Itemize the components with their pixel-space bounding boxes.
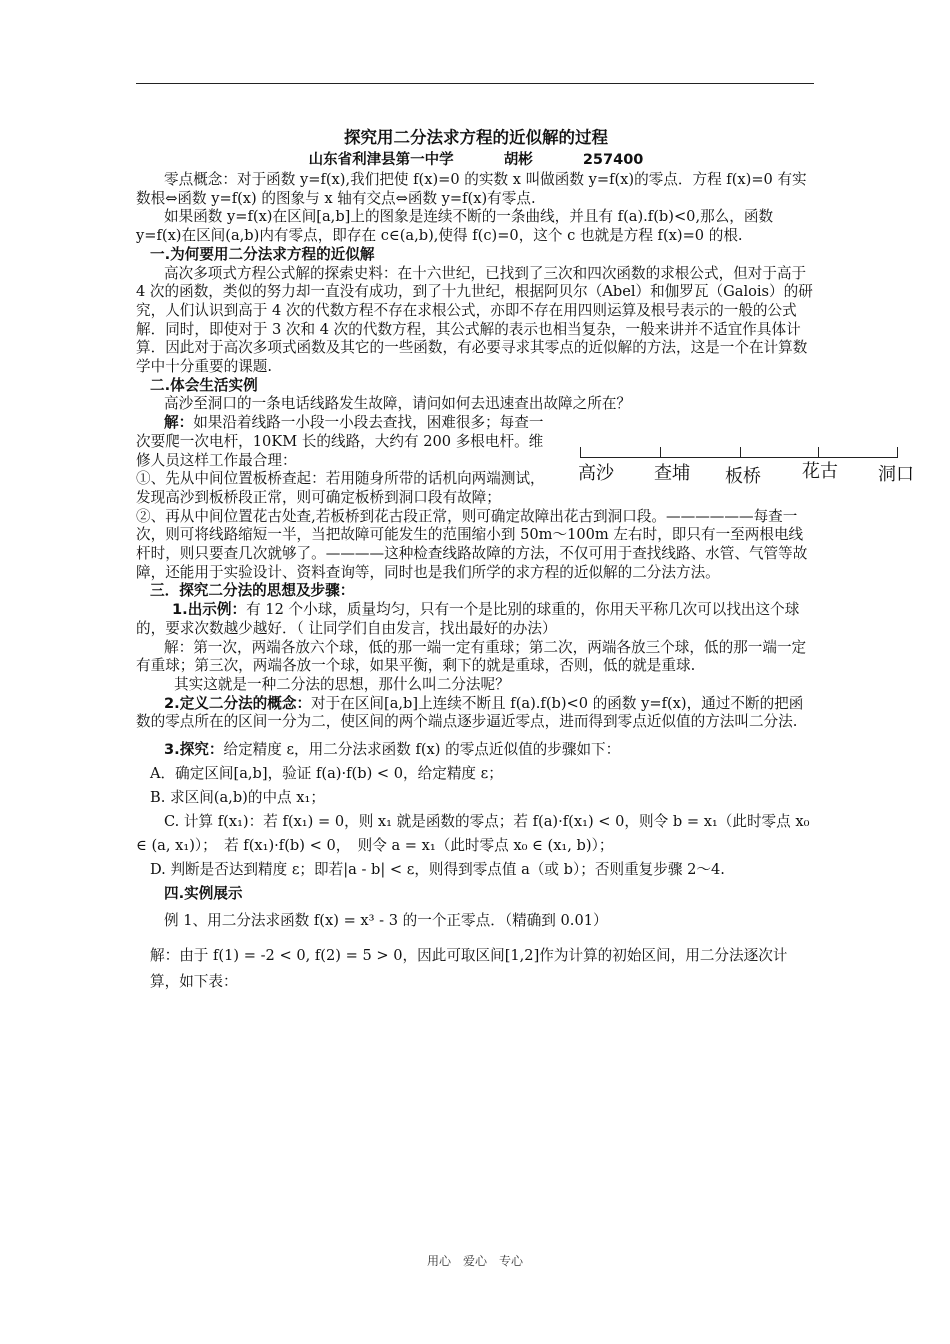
author-name: 胡彬 — [503, 152, 533, 168]
intro-paragraph-1: 零点概念：对于函数 y=f(x),我们把使 f(x)=0 的实数 x 叫做函数 y=f(x)的零点．方程 f(x)=0 有实数根⇔函数 y=f(x) 的图象与 x 轴有交点⇔函数 y=f(x)有零点. — [136, 171, 807, 207]
intro-paragraph-2: 如果函数 y=f(x)在区间[a,b]上的图象是连续不断的一条曲线，并且有 f(a).f(b)<0,那么，函数 y=f(x)在区间(a,b)内有零点，即存在 c∈(a,b),使得 f(c)=0，这个 c 也就是方程 f(x)=0 的根. — [136, 208, 774, 245]
section-2-answer-2: ①、先从中间位置板桥查起：若用随身所带的话机向两端测试，发现高沙到板桥段正常，则可确定板桥到洞口段有故障； — [136, 470, 545, 506]
definition-paragraph — [136, 695, 816, 732]
example-1-solution: 解：由于 f(1) = -2 < 0, f(2) = 5 > 0，因此可取区间[1,2]作为计算的初始区间，用二分法逐次计算，如下表： — [150, 946, 788, 990]
section-1-text: 高次多项式方程公式解的探索史料：在十六世纪，已找到了三次和四次函数的求根公式，但对于高于 4 次的函数，类似的努力却一直没有成功，到了十九世纪，根据阿贝尔（Abel）和伽罗瓦（Galois）的研究，人们认识到高于 4 次的代数方程不存在求根公式，亦即不存在用四则运算及根号表示的一般的公式解．同时，即使对于 3 次和 4 次的代数方程，其公式解的表示也相当复杂，一般来讲并不适宜作具体计算．因此对于高次多项式函数及其它的一些函数，有必要寻求其零点的近似解的方法，这是一个在计算数学中十分重要的课题. — [136, 264, 813, 376]
step-c: C. 计算 f(x₁)：若 f(x₁) = 0，则 x₁ 就是函数的零点；若 f(a)·f(x₁) < 0，则令 b = x₁（此时零点 x₀ ∈ (a, x₁)）； 若 f(x₁)·f(b) < 0， 则令 a = x₁（此时零点 x₀ ∈ (x₁, b)）； — [136, 813, 810, 855]
line-tick — [818, 447, 819, 457]
place-label: 板桥 — [725, 466, 761, 487]
answer-text: 如果沿着线路一小段一小段去查找，困难很多；每查一次要爬一次电杆，10KM 长的线路，大约有 200 多根电杆。维修人员这样工作最合理： — [136, 414, 544, 469]
author-school: 山东省利津县第一中学 — [308, 152, 454, 168]
example-label: 1.出示例： — [172, 601, 247, 619]
phone-line — [580, 457, 898, 458]
explore-label: 3.探究： — [164, 741, 224, 759]
document-body — [136, 126, 816, 995]
page-footer: 用心 爱心 专心 — [426, 1254, 523, 1268]
explore-text: 给定精度 ε，用二分法求函数 f(x) 的零点近似值的步骤如下： — [223, 741, 621, 759]
example-1: 例 1、用二分法求函数 f(x) = x³ - 3 的一个正零点．（精确到 0.01） — [164, 912, 608, 930]
section-heading-4: 四.实例展示 — [164, 885, 243, 903]
place-label: 高沙 — [578, 463, 614, 484]
header-rule — [136, 83, 814, 84]
example-paragraph — [136, 601, 816, 638]
answer-label: 解： — [164, 414, 194, 432]
document-title: 探究用二分法求方程的近似解的过程 — [344, 128, 608, 147]
step-d: D. 判断是否达到精度 ε；即若|a - b| < ε，则得到零点值 a（或 b）；否则重复步骤 2～4. — [150, 861, 725, 879]
example-solution: 解：第一次，两端各放六个球，低的那一端一定有重球；第二次，两端各放三个球，低的那一端一定有重球；第三次，两端各放一个球，如果平衡，剩下的就是重球，否则，低的就是重球. — [136, 638, 807, 675]
place-label: 花古 — [802, 461, 838, 482]
example-tail: 其实这就是一种二分法的思想，那什么叫二分法呢？ — [174, 675, 510, 693]
place-label: 洞口 — [878, 464, 914, 485]
line-tick — [897, 447, 898, 457]
line-tick — [740, 447, 741, 457]
author-zip: 257400 — [582, 152, 644, 168]
phone-line-diagram — [578, 447, 923, 487]
step-a: A．确定区间[a,b]，验证 f(a)·f(b) < 0，给定精度 ε； — [150, 765, 503, 783]
definition-label: 2.定义二分法的概念： — [164, 694, 312, 712]
section-2-answer-3: ②、再从中间位置花古处查,若板桥到花古段正常，则可确定故障出花古到洞口段。——————每查一次，则可将线路缩短一半，当把故障可能发生的范围缩小到 50m～100m 左右时，即只有一至两根电线杆时，则只要查几次就够了。————这种检查线路故障的方法，不仅可用于查找线路、水管、气管等故障，还能用于实验设计、资料查询等，同时也是我们所学的求方程的近似解的二分法方法。 — [136, 507, 808, 581]
line-tick — [660, 447, 661, 457]
section-2-answer-1 — [136, 414, 546, 470]
place-label: 查埔 — [654, 463, 690, 484]
step-b: B. 求区间(a,b)的中点 x₁； — [150, 789, 325, 807]
explore-paragraph — [136, 738, 816, 762]
steps-block — [136, 738, 816, 906]
section-heading-1: 一.为何要用二分法求方程的近似解 — [150, 245, 375, 263]
line-tick — [580, 447, 581, 457]
section-heading-2: 二.体会生活实例 — [150, 376, 258, 394]
definition-text: 对于在区间[a,b]上连续不断且 f(a).f(b)<0 的函数 y=f(x)，通过不断的把函数的零点所在的区间一分为二，使区间的两个端点逐步逼近零点，进而得到零点近似值的方法叫二分法. — [136, 694, 804, 731]
section-heading-3: 三．探究二分法的思想及步骤： — [150, 582, 355, 600]
author-line — [136, 150, 816, 170]
example-text: 有 12 个小球，质量均匀，只有一个是比别的球重的，你用天平称几次可以找出这个球的，要求次数越少越好．（ 让同学们自由发言，找出最好的办法） — [136, 601, 800, 637]
section-2-question: 高沙至洞口的一条电话线路发生故障，请问如何去迅速查出故障之所在？ — [164, 395, 632, 413]
